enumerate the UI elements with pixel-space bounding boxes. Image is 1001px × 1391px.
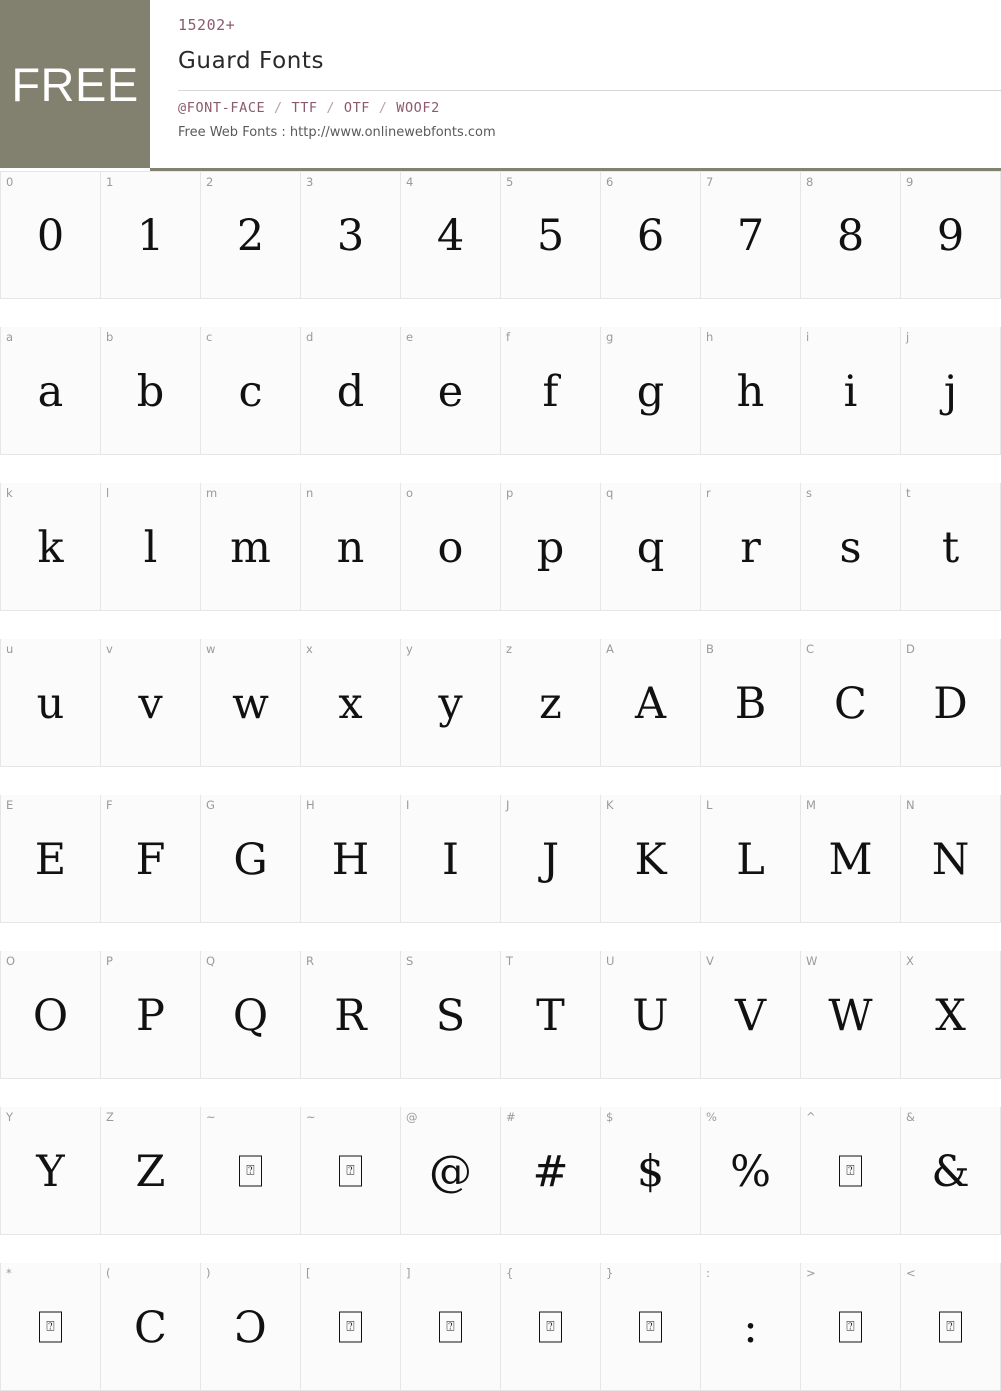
glyph-cell[interactable] [301, 1263, 401, 1391]
glyph-cell-label: R [306, 954, 314, 968]
missing-glyph-box: ⍰ [839, 1155, 862, 1186]
glyph-sample: I [442, 834, 459, 885]
glyph-cell[interactable] [801, 171, 901, 299]
glyph-sample: y [438, 678, 463, 729]
glyph-cell[interactable] [401, 1107, 501, 1235]
glyph-cell-label: @ [406, 1110, 418, 1124]
missing-glyph-box: ⍰ [539, 1311, 562, 1342]
glyph-cell-label: v [106, 642, 113, 656]
glyph-sample: s [839, 522, 862, 573]
glyph-sample: Ɔ [234, 1302, 267, 1353]
glyph-cell[interactable] [401, 639, 501, 767]
glyph-sample: 7 [736, 211, 765, 262]
glyph-cell-label: [ [306, 1266, 311, 1280]
glyph-cell[interactable] [201, 1263, 301, 1391]
missing-glyph-box: ⍰ [239, 1155, 262, 1186]
glyph-cell[interactable] [0, 483, 101, 611]
glyph-sample: O [32, 990, 69, 1041]
glyph-sample: z [539, 678, 562, 729]
glyph-row [0, 1107, 1001, 1235]
glyph-cell[interactable] [201, 1107, 301, 1235]
glyph-cell-label: B [706, 642, 714, 656]
glyph-cell-label: o [406, 486, 414, 500]
glyph-cell[interactable] [601, 1263, 701, 1391]
glyph-sample: # [532, 1146, 569, 1197]
glyph-sample: v [138, 678, 163, 729]
glyph-cell[interactable] [501, 639, 601, 767]
glyph-sample: h [736, 366, 765, 417]
glyph-cell[interactable] [0, 327, 101, 455]
missing-glyph-box: ⍰ [339, 1155, 362, 1186]
glyph-cell[interactable] [301, 795, 401, 923]
glyph-cell[interactable] [101, 483, 201, 611]
glyph-cell-label: W [806, 954, 818, 968]
font-version: 15202+ [178, 16, 236, 34]
missing-glyph-icon [801, 1155, 900, 1186]
glyph-cell-label: t [906, 486, 911, 500]
glyph-cell[interactable] [401, 795, 501, 923]
glyph-cell-label: j [906, 330, 910, 344]
format--font-face[interactable]: @FONT-FACE [178, 100, 266, 116]
glyph-cell[interactable] [701, 171, 801, 299]
format-woof2[interactable]: WOOF2 [396, 100, 440, 116]
glyph-cell[interactable] [201, 795, 301, 923]
glyph-cell-label: i [806, 330, 810, 344]
glyph-cell-label: Q [206, 954, 216, 968]
glyph-sample: o [437, 522, 464, 573]
missing-glyph-icon [501, 1311, 600, 1342]
glyph-sample: k [37, 522, 64, 573]
glyph-cell-label: u [6, 642, 14, 656]
glyph-cell[interactable] [801, 951, 901, 1079]
glyph-sample: r [740, 522, 761, 573]
glyph-sample: b [136, 366, 165, 417]
glyph-cell[interactable] [0, 639, 101, 767]
glyph-cell[interactable] [0, 951, 101, 1079]
glyph-sample: J [541, 834, 560, 885]
missing-glyph-icon [1, 1311, 100, 1342]
glyph-cell-label: H [306, 798, 315, 812]
glyph-cell-label: 9 [906, 175, 914, 189]
glyph-cell-label: K [606, 798, 614, 812]
glyph-cell-label: E [6, 798, 14, 812]
glyph-cell-label: O [6, 954, 16, 968]
glyph-cell[interactable] [401, 327, 501, 455]
glyph-cell[interactable] [401, 951, 501, 1079]
glyph-cell-label: # [506, 1110, 516, 1124]
glyph-sample: e [437, 366, 464, 417]
glyph-sample: n [336, 522, 365, 573]
glyph-cell[interactable] [401, 483, 501, 611]
glyph-sample: 3 [336, 211, 365, 262]
glyph-cell-label: s [806, 486, 812, 500]
format-list [178, 90, 1001, 116]
glyph-cell-label: ~ [206, 1110, 216, 1124]
glyph-cell-label: N [906, 798, 915, 812]
glyph-cell-label: J [506, 798, 510, 812]
glyph-cell[interactable] [0, 795, 101, 923]
glyph-sample: C [134, 1302, 167, 1353]
glyph-cell[interactable] [501, 483, 601, 611]
glyph-sample: 4 [436, 211, 465, 262]
glyph-cell-label: G [206, 798, 215, 812]
glyph-sample: 8 [836, 211, 865, 262]
glyph-cell-label: h [706, 330, 714, 344]
glyph-sample: w [232, 678, 269, 729]
glyph-grid [0, 171, 1001, 1391]
glyph-cell[interactable] [901, 1263, 1001, 1391]
glyph-cell[interactable] [0, 1107, 101, 1235]
glyph-sample: @ [429, 1146, 472, 1197]
glyph-sample: K [634, 834, 667, 885]
glyph-sample: a [37, 366, 64, 417]
glyph-sample: V [734, 990, 767, 1041]
glyph-cell[interactable] [301, 1107, 401, 1235]
glyph-sample: % [730, 1146, 771, 1197]
glyph-cell-label: M [806, 798, 816, 812]
glyph-cell-label: n [306, 486, 314, 500]
glyph-sample: d [336, 366, 365, 417]
glyph-sample: H [331, 834, 370, 885]
glyph-sample: Y [36, 1146, 65, 1197]
glyph-sample: X [935, 990, 966, 1041]
glyph-cell-label: ] [406, 1266, 411, 1280]
glyph-cell-label: 2 [206, 175, 214, 189]
glyph-cell[interactable] [701, 639, 801, 767]
glyph-cell-label: ) [206, 1266, 211, 1280]
glyph-cell[interactable] [901, 483, 1001, 611]
glyph-cell-label: ( [106, 1266, 111, 1280]
glyph-cell-label: l [106, 486, 110, 500]
glyph-sample: 5 [536, 211, 565, 262]
glyph-sample: g [636, 366, 665, 417]
glyph-cell-label: Z [106, 1110, 114, 1124]
glyph-cell-label: % [706, 1110, 717, 1124]
glyph-sample: G [233, 834, 268, 885]
glyph-sample: $ [636, 1146, 665, 1197]
glyph-cell[interactable] [101, 1263, 201, 1391]
glyph-cell[interactable] [501, 1263, 601, 1391]
glyph-cell-label: { [506, 1266, 514, 1280]
glyph-sample: T [536, 990, 565, 1041]
glyph-cell[interactable] [201, 171, 301, 299]
glyph-row [0, 639, 1001, 767]
glyph-sample: m [230, 522, 271, 573]
glyph-cell[interactable] [801, 1263, 901, 1391]
glyph-cell-label: f [506, 330, 511, 344]
glyph-cell[interactable] [601, 171, 701, 299]
glyph-cell[interactable] [601, 327, 701, 455]
page-header [0, 0, 1001, 168]
glyph-cell[interactable] [901, 1107, 1001, 1235]
glyph-cell[interactable] [0, 171, 101, 299]
glyph-cell-label: m [206, 486, 218, 500]
glyph-cell-label: > [806, 1266, 816, 1280]
glyph-cell[interactable] [701, 795, 801, 923]
glyph-sample: S [435, 990, 466, 1041]
glyph-sample: F [135, 834, 166, 885]
glyph-sample: & [931, 1146, 970, 1197]
glyph-row [0, 951, 1001, 1079]
glyph-cell-label: ^ [806, 1110, 816, 1124]
glyph-cell-label: $ [606, 1110, 614, 1124]
glyph-sample: f [542, 366, 559, 417]
glyph-cell-label: r [706, 486, 711, 500]
glyph-sample: j [943, 366, 958, 417]
glyph-sample: i [843, 366, 858, 417]
glyph-cell-label: w [206, 642, 216, 656]
glyph-sample: C [834, 678, 867, 729]
glyph-cell[interactable] [501, 1107, 601, 1235]
glyph-cell[interactable] [101, 639, 201, 767]
glyph-cell-label: D [906, 642, 915, 656]
glyph-cell-label: q [606, 486, 614, 500]
row-spacer [0, 1079, 1001, 1107]
row-spacer [0, 299, 1001, 327]
glyph-cell-label: 5 [506, 175, 514, 189]
glyph-cell[interactable] [701, 1263, 801, 1391]
glyph-row [0, 1263, 1001, 1391]
missing-glyph-box: ⍰ [39, 1311, 62, 1342]
glyph-cell-label: ~ [306, 1110, 316, 1124]
glyph-cell-label: 0 [6, 175, 14, 189]
glyph-cell[interactable] [501, 795, 601, 923]
glyph-cell-label: S [406, 954, 414, 968]
glyph-cell-label: X [906, 954, 914, 968]
glyph-cell[interactable] [901, 327, 1001, 455]
glyph-row [0, 171, 1001, 299]
glyph-cell[interactable] [301, 327, 401, 455]
glyph-sample: p [536, 522, 565, 573]
missing-glyph-icon [201, 1155, 300, 1186]
glyph-cell[interactable] [601, 639, 701, 767]
glyph-cell[interactable] [201, 327, 301, 455]
glyph-sample: L [736, 834, 765, 885]
glyph-sample: 9 [936, 211, 965, 262]
glyph-cell[interactable] [401, 1263, 501, 1391]
glyph-cell-label: 7 [706, 175, 714, 189]
glyph-cell[interactable] [501, 171, 601, 299]
format-separator: / [265, 100, 292, 116]
glyph-cell[interactable] [501, 951, 601, 1079]
missing-glyph-box: ⍰ [339, 1311, 362, 1342]
row-spacer [0, 767, 1001, 795]
glyph-sample: 6 [636, 211, 665, 262]
glyph-cell-label: I [406, 798, 410, 812]
glyph-cell[interactable] [601, 951, 701, 1079]
glyph-cell-label: V [706, 954, 714, 968]
glyph-sample: P [136, 990, 165, 1041]
glyph-sample: t [941, 522, 960, 573]
glyph-cell-label: b [106, 330, 114, 344]
glyph-sample: q [636, 522, 665, 573]
source-site-line: Free Web Fonts : http://www.onlinewebfonts.com [178, 125, 496, 140]
glyph-cell[interactable] [501, 327, 601, 455]
glyph-cell[interactable] [401, 171, 501, 299]
glyph-cell-label: 4 [406, 175, 414, 189]
glyph-cell[interactable] [701, 1107, 801, 1235]
glyph-cell-label: a [6, 330, 14, 344]
glyph-cell-label: 6 [606, 175, 614, 189]
format-otf[interactable]: OTF [343, 100, 371, 116]
glyph-cell-label: } [606, 1266, 614, 1280]
glyph-cell[interactable] [101, 951, 201, 1079]
glyph-cell-label: : [706, 1266, 710, 1280]
glyph-cell-label: c [206, 330, 213, 344]
glyph-sample: E [34, 834, 67, 885]
glyph-sample: x [338, 678, 363, 729]
glyph-cell-label: F [106, 798, 113, 812]
glyph-sample: 0 [36, 211, 65, 262]
glyph-sample: l [143, 522, 158, 573]
glyph-sample: D [933, 678, 968, 729]
missing-glyph-icon [301, 1311, 400, 1342]
glyph-cell-label: & [906, 1110, 915, 1124]
glyph-cell[interactable] [201, 639, 301, 767]
row-spacer [0, 611, 1001, 639]
glyph-cell[interactable] [301, 483, 401, 611]
glyph-cell[interactable] [801, 483, 901, 611]
glyph-sample: : [743, 1302, 758, 1353]
glyph-cell-label: 1 [106, 175, 114, 189]
glyph-cell[interactable] [601, 795, 701, 923]
glyph-cell-label: g [606, 330, 614, 344]
glyph-cell-label: C [806, 642, 815, 656]
glyph-cell[interactable] [801, 795, 901, 923]
glyph-sample: R [334, 990, 367, 1041]
glyph-sample: u [36, 678, 65, 729]
format-separator: / [317, 100, 344, 116]
glyph-sample: U [632, 990, 669, 1041]
glyph-sample: W [828, 990, 873, 1041]
glyph-cell[interactable] [701, 327, 801, 455]
missing-glyph-box: ⍰ [639, 1311, 662, 1342]
glyph-cell[interactable] [201, 951, 301, 1079]
glyph-sample: 1 [136, 211, 165, 262]
missing-glyph-icon [901, 1311, 1000, 1342]
glyph-cell[interactable] [201, 483, 301, 611]
glyph-cell[interactable] [301, 639, 401, 767]
format-separator: / [370, 100, 397, 116]
glyph-sample: A [634, 678, 667, 729]
glyph-cell-label: L [706, 798, 713, 812]
missing-glyph-box: ⍰ [839, 1311, 862, 1342]
glyph-sample: N [931, 834, 970, 885]
glyph-cell-label: 3 [306, 175, 314, 189]
glyph-sample: B [734, 678, 767, 729]
free-badge [0, 0, 150, 168]
glyph-cell-label: y [406, 642, 413, 656]
glyph-cell[interactable] [901, 639, 1001, 767]
glyph-cell-label: 8 [806, 175, 814, 189]
glyph-cell[interactable] [801, 327, 901, 455]
glyph-cell-label: e [406, 330, 414, 344]
glyph-cell[interactable] [301, 951, 401, 1079]
glyph-cell-label: d [306, 330, 314, 344]
glyph-cell[interactable] [601, 1107, 701, 1235]
free-badge-label: FREE [11, 57, 139, 111]
glyph-sample: Q [232, 990, 269, 1041]
glyph-cell-label: P [106, 954, 113, 968]
missing-glyph-box: ⍰ [939, 1311, 962, 1342]
page-title: Guard Fonts [178, 48, 325, 74]
missing-glyph-box: ⍰ [439, 1311, 462, 1342]
glyph-cell[interactable] [101, 1107, 201, 1235]
glyph-cell[interactable] [101, 171, 201, 299]
glyph-sample: c [238, 366, 263, 417]
glyph-cell[interactable] [101, 327, 201, 455]
glyph-sample: 2 [236, 211, 265, 262]
missing-glyph-icon [801, 1311, 900, 1342]
header-info [150, 0, 1001, 168]
glyph-cell[interactable] [801, 639, 901, 767]
glyph-row [0, 483, 1001, 611]
glyph-cell[interactable] [0, 1263, 101, 1391]
glyph-cell[interactable] [801, 1107, 901, 1235]
glyph-cell-label: Y [6, 1110, 14, 1124]
missing-glyph-icon [601, 1311, 700, 1342]
glyph-cell-label: x [306, 642, 313, 656]
format-ttf[interactable]: TTF [291, 100, 318, 116]
glyph-row [0, 327, 1001, 455]
glyph-cell-label: z [506, 642, 513, 656]
glyph-cell[interactable] [901, 951, 1001, 1079]
glyph-cell[interactable] [701, 951, 801, 1079]
glyph-cell-label: U [606, 954, 615, 968]
glyph-cell-label: * [6, 1266, 12, 1280]
glyph-cell[interactable] [901, 795, 1001, 923]
glyph-cell-label: T [506, 954, 514, 968]
glyph-cell[interactable] [901, 171, 1001, 299]
glyph-sample: M [828, 834, 873, 885]
glyph-cell[interactable] [701, 483, 801, 611]
row-spacer [0, 923, 1001, 951]
row-spacer [0, 1235, 1001, 1263]
missing-glyph-icon [401, 1311, 500, 1342]
glyph-row [0, 795, 1001, 923]
glyph-cell[interactable] [301, 171, 401, 299]
glyph-cell[interactable] [101, 795, 201, 923]
row-spacer [0, 455, 1001, 483]
glyph-cell-label: k [6, 486, 13, 500]
glyph-cell[interactable] [601, 483, 701, 611]
glyph-cell-label: p [506, 486, 514, 500]
glyph-cell-label: A [606, 642, 614, 656]
glyph-sample: Z [135, 1146, 166, 1197]
missing-glyph-icon [301, 1155, 400, 1186]
glyph-cell-label: < [906, 1266, 916, 1280]
